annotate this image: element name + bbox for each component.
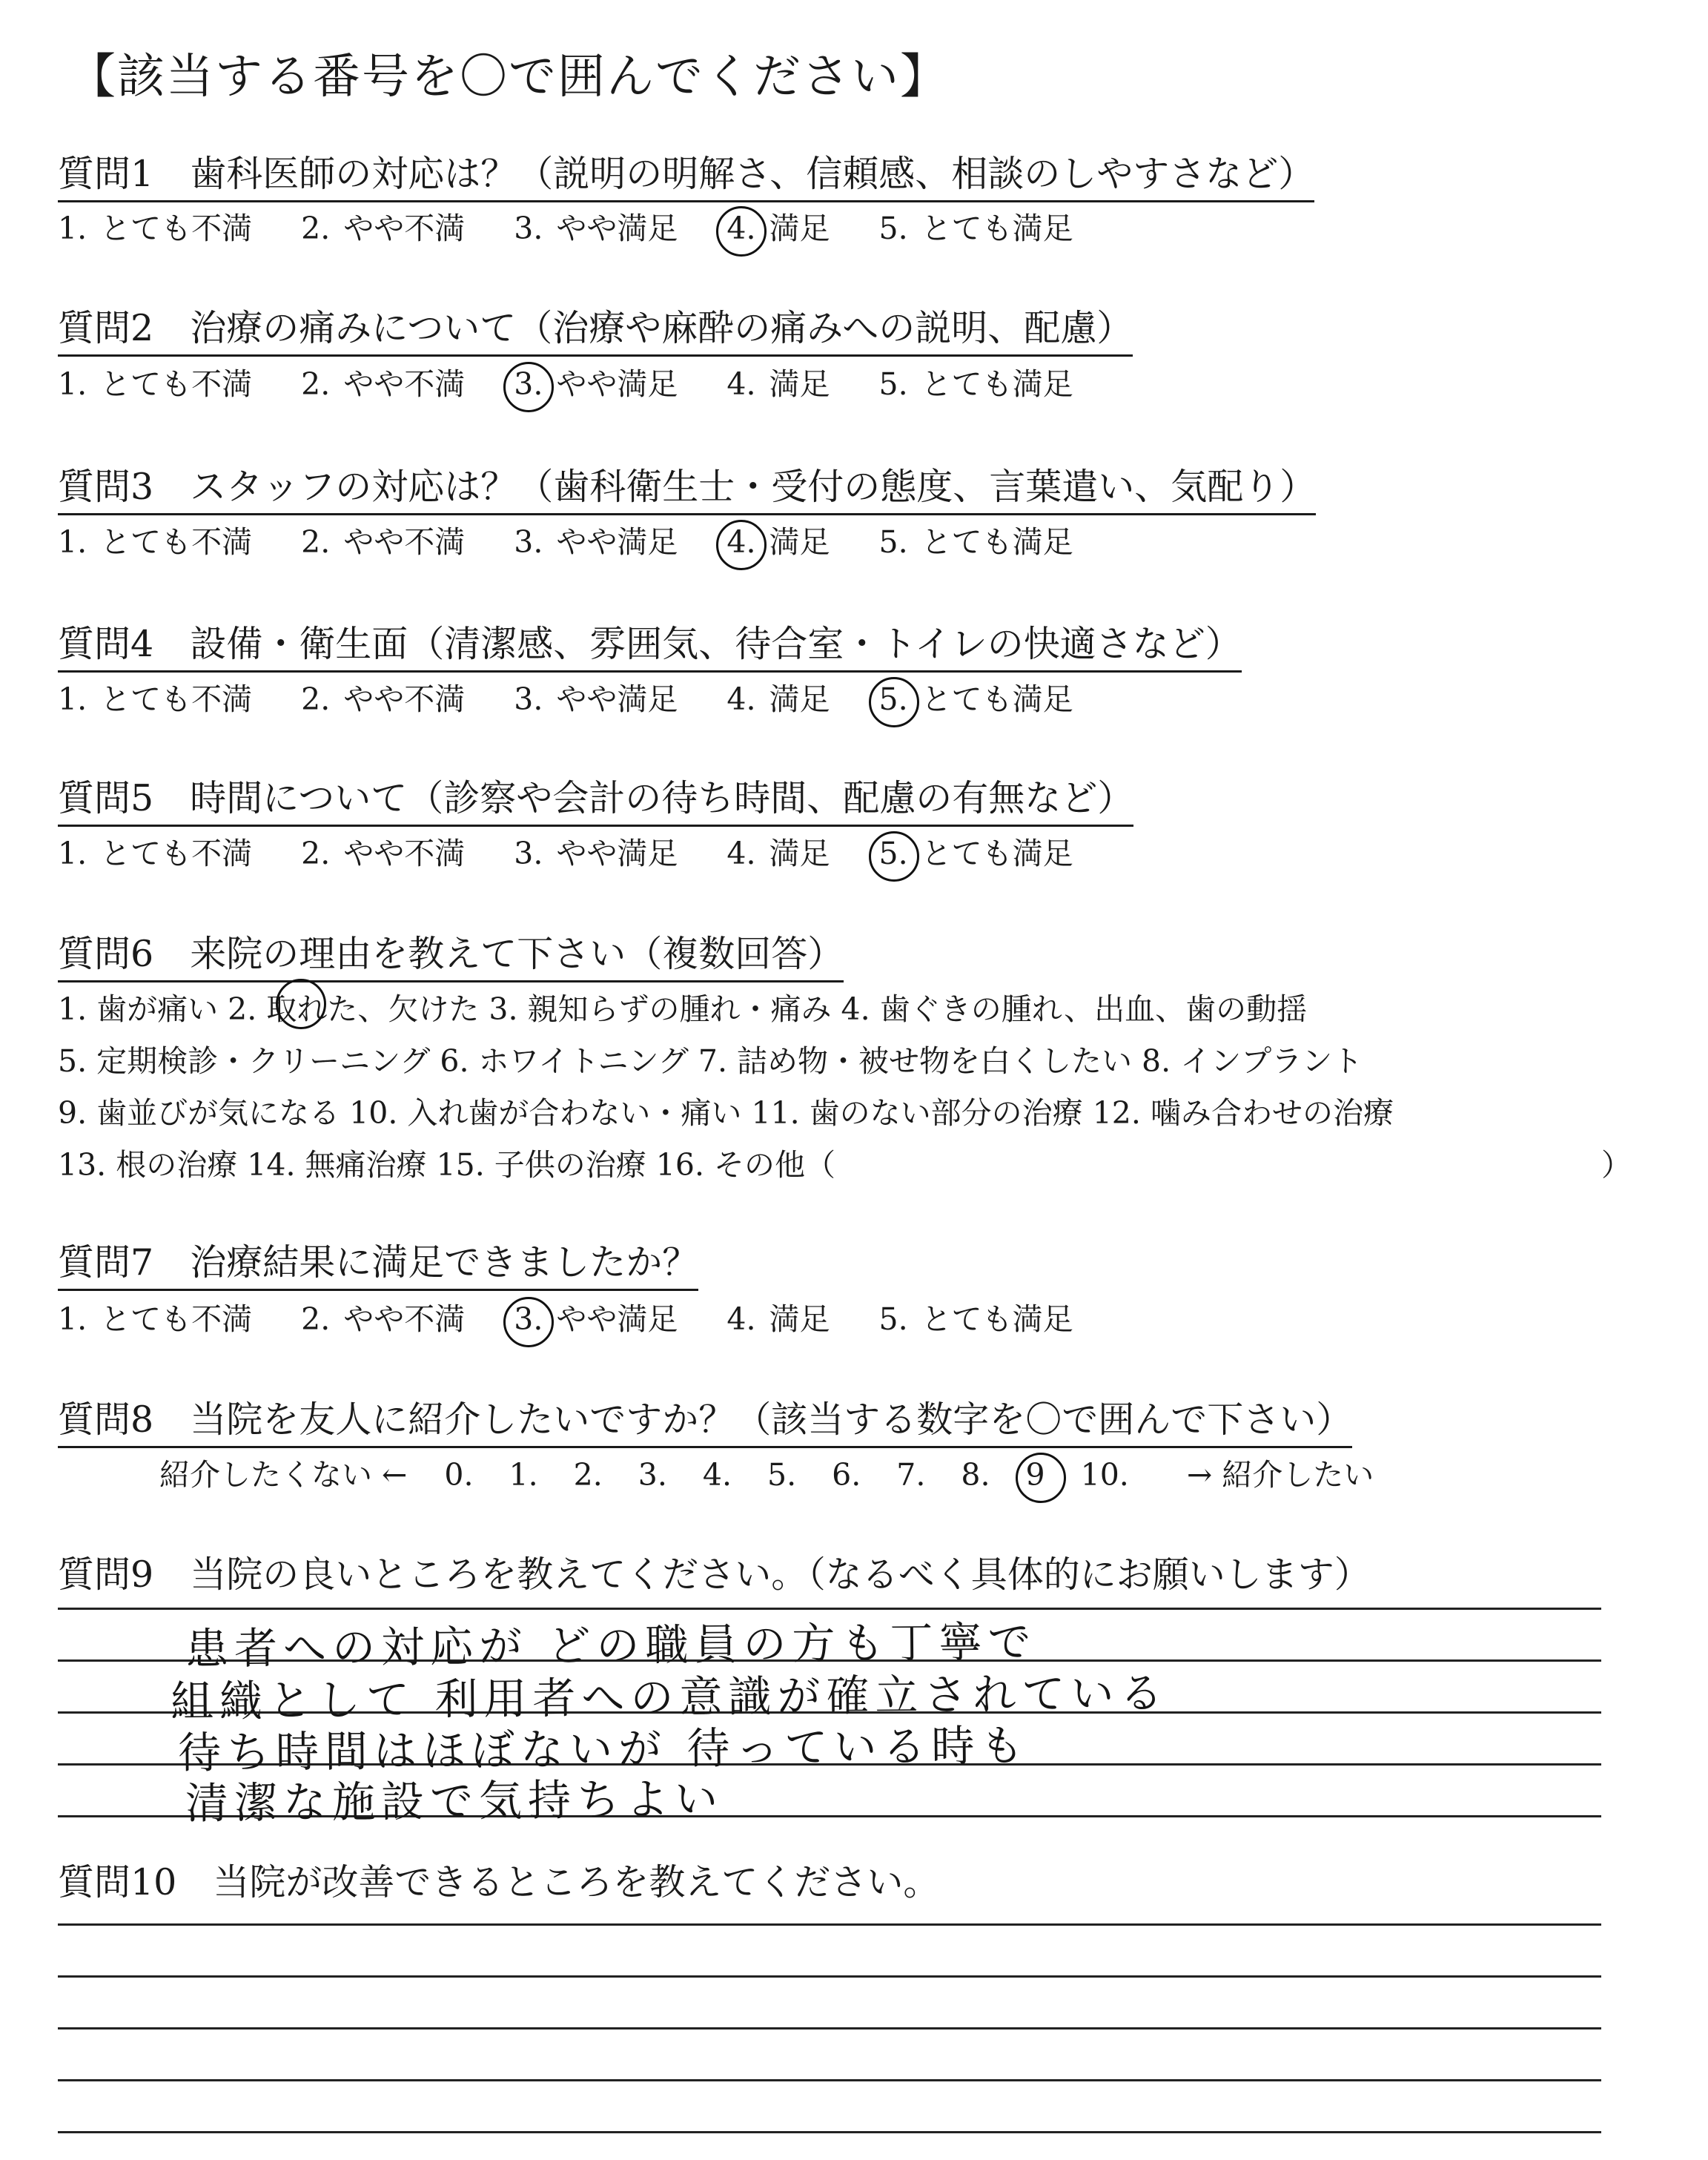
option-number: 3. <box>514 681 543 717</box>
option-1[interactable] <box>58 360 252 403</box>
option-label: やや満足 <box>556 1301 678 1337</box>
question-5-label: 質問5 <box>58 777 154 819</box>
scale-value[interactable]: 2. <box>573 1457 603 1493</box>
scale-value[interactable]: 6. <box>832 1457 861 1493</box>
option-label: とても満足 <box>921 836 1073 871</box>
question-6-text: 来院の理由を教えて下さい（複数回答） <box>190 933 844 975</box>
option-label: とても満足 <box>921 681 1073 717</box>
handwritten-answer-line-3: 待ち時間はほぼないが 待っている時も <box>177 1720 1030 1779</box>
question-6-reason-row-2: 5. 定期検診・クリーニング 6. ホワイトニング 7. 詰め物・被せ物を白くしたい 8. インプラント <box>58 1043 1363 1079</box>
option-1[interactable] <box>58 829 252 873</box>
option-1[interactable] <box>58 675 252 719</box>
question-6-heading <box>58 925 844 982</box>
question-10-label: 質問10 <box>58 1861 177 1903</box>
scale-value[interactable]: 3. <box>638 1457 667 1493</box>
option-number: 5. <box>878 1301 908 1337</box>
option-number: 3. <box>514 836 543 871</box>
option-label: やや不満 <box>343 524 466 560</box>
question-5-options <box>58 829 1122 873</box>
option-label: やや不満 <box>343 211 466 246</box>
option-number: 5. <box>878 524 908 560</box>
option-label: やや満足 <box>556 681 678 717</box>
option-number: 2. <box>301 524 331 560</box>
question-10-heading <box>58 1854 939 1906</box>
option-5[interactable] <box>879 360 1073 403</box>
option-label: 満足 <box>769 681 830 717</box>
option-3[interactable] <box>514 675 678 719</box>
option-2[interactable] <box>301 675 465 719</box>
answer-line <box>58 1923 1601 1926</box>
question-7-options <box>58 1295 1122 1338</box>
option-label: やや不満 <box>343 836 466 871</box>
question-4-options <box>58 675 1122 719</box>
handwritten-answer-line-1: 患者への対応が どの職員の方も丁寧で <box>185 1616 1037 1675</box>
option-label: やや不満 <box>343 366 466 402</box>
question-3-text: スタッフの対応は？（歯科衛生士・受付の態度、言葉遣い、気配り） <box>190 466 1317 508</box>
option-4[interactable] <box>726 518 830 561</box>
option-label: やや満足 <box>556 524 678 560</box>
option-number: 3. <box>514 211 543 246</box>
question-7-label: 質問7 <box>58 1241 154 1284</box>
option-number: 4. <box>726 211 756 246</box>
question-1-options <box>58 204 1122 248</box>
option-label: とても満足 <box>921 366 1073 402</box>
option-3[interactable] <box>514 1295 678 1338</box>
answer-line <box>58 2027 1601 2029</box>
question-6-label: 質問6 <box>58 933 154 975</box>
option-label: やや不満 <box>343 1301 466 1337</box>
question-9-heading <box>58 1546 1371 1598</box>
option-5[interactable] <box>879 829 1073 873</box>
option-number: 5. <box>878 836 908 871</box>
option-number: 1. <box>58 211 87 246</box>
selection-circle <box>276 979 326 1029</box>
scale-value[interactable]: 4. <box>702 1457 732 1493</box>
scale-value[interactable]: 9 <box>1025 1457 1045 1493</box>
option-label: とても不満 <box>100 211 253 246</box>
question-7-heading <box>58 1234 698 1291</box>
option-label: 満足 <box>769 524 830 560</box>
question-5-text: 時間について（診察や会計の待ち時間、配慮の有無など） <box>190 777 1134 819</box>
option-number: 1. <box>58 366 87 402</box>
scale-left-label: 紹介したくない ← <box>159 1457 408 1493</box>
option-4[interactable] <box>726 829 830 873</box>
question-6-reason-row-3: 9. 歯並びが気になる 10. 入れ歯が合わない・痛い 11. 歯のない部分の治療 12. 噛み合わせの治療 <box>58 1095 1394 1131</box>
option-4[interactable] <box>726 1295 830 1338</box>
option-label: 満足 <box>769 836 830 871</box>
option-2[interactable] <box>301 360 465 403</box>
handwritten-answer-line-4: 清潔な施設で気持ちよい <box>185 1773 724 1829</box>
option-number: 2. <box>301 366 331 402</box>
question-8-scale <box>159 1450 1374 1494</box>
option-label: とても不満 <box>100 836 253 871</box>
question-8-label: 質問8 <box>58 1398 154 1441</box>
option-number: 3. <box>514 524 543 560</box>
option-4[interactable] <box>726 360 830 403</box>
question-3-label: 質問3 <box>58 466 154 508</box>
scale-value[interactable]: 7. <box>896 1457 926 1493</box>
option-label: とても満足 <box>921 1301 1073 1337</box>
option-label: やや満足 <box>556 366 678 402</box>
question-3-heading <box>58 458 1316 515</box>
scale-value[interactable]: 0. <box>444 1457 474 1493</box>
option-1[interactable] <box>58 518 252 561</box>
question-1-label: 質問1 <box>58 153 154 195</box>
question-5-heading <box>58 770 1133 827</box>
scale-value[interactable]: 8. <box>961 1457 990 1493</box>
option-2[interactable] <box>301 204 465 248</box>
option-4[interactable] <box>726 204 830 248</box>
question-10-text: 当院が改善できるところを教えてください。 <box>213 1861 940 1903</box>
option-number: 2. <box>301 211 331 246</box>
option-number: 4. <box>726 524 756 560</box>
question-6-close-paren: ） <box>1601 1147 1632 1183</box>
question-3-options <box>58 518 1122 561</box>
option-label: やや満足 <box>556 836 678 871</box>
option-3[interactable] <box>514 360 678 403</box>
question-4-label: 質問4 <box>58 623 154 665</box>
option-label: 満足 <box>769 211 830 246</box>
option-label: とても不満 <box>100 524 253 560</box>
scale-value[interactable]: 5. <box>767 1457 797 1493</box>
question-4-text: 設備・衛生面（清潔感、雰囲気、待合室・トイレの快適さなど） <box>190 623 1242 665</box>
question-4-heading <box>58 615 1242 673</box>
option-label: とても満足 <box>921 524 1073 560</box>
option-5[interactable] <box>879 1295 1073 1338</box>
option-number: 1. <box>58 836 87 871</box>
option-number: 3. <box>514 1301 543 1337</box>
option-number: 1. <box>58 681 87 717</box>
option-4[interactable] <box>726 675 830 719</box>
question-2-text: 治療の痛みについて（治療や麻酔の痛みへの説明、配慮） <box>190 307 1133 349</box>
option-number: 4. <box>726 681 756 717</box>
answer-line <box>58 2079 1601 2081</box>
option-5[interactable] <box>879 518 1073 561</box>
answer-line <box>58 1975 1601 1978</box>
question-2-label: 質問2 <box>58 307 154 349</box>
option-number: 5. <box>878 366 908 402</box>
answer-line <box>58 2131 1601 2133</box>
option-label: 満足 <box>769 366 830 402</box>
question-8-heading <box>58 1391 1352 1448</box>
option-number: 4. <box>726 836 756 871</box>
option-number: 2. <box>301 836 331 871</box>
question-9-label: 質問9 <box>58 1553 154 1596</box>
option-3[interactable] <box>514 518 678 561</box>
question-2-heading <box>58 300 1133 357</box>
page-title: 【該当する番号を〇で囲んでください】 <box>68 50 949 105</box>
option-label: 満足 <box>769 1301 830 1337</box>
handwritten-answer-line-2: 組織として 利用者への意識が確立されている <box>170 1668 1169 1727</box>
option-number: 1. <box>58 1301 87 1337</box>
scale-value[interactable]: 10. <box>1080 1457 1129 1493</box>
question-1-text: 歯科医師の対応は？（説明の明解さ、信頼感、相談のしやすさなど） <box>190 153 1315 195</box>
option-number: 1. <box>58 524 87 560</box>
scale-values <box>444 1457 1164 1493</box>
option-number: 5. <box>878 681 908 717</box>
option-label: とても満足 <box>921 211 1073 246</box>
option-label: とても不満 <box>100 1301 253 1337</box>
option-3[interactable] <box>514 204 678 248</box>
option-3[interactable] <box>514 829 678 873</box>
option-number: 4. <box>726 1301 756 1337</box>
option-number: 5. <box>878 211 908 246</box>
option-number: 2. <box>301 681 331 717</box>
question-7-text: 治療結果に満足できましたか？ <box>190 1241 699 1284</box>
option-1[interactable] <box>58 204 252 248</box>
option-label: やや不満 <box>343 681 466 717</box>
option-5[interactable] <box>879 675 1073 719</box>
scale-right-label: → 紹介したい <box>1186 1457 1374 1493</box>
option-label: とても不満 <box>100 681 253 717</box>
question-6-reason-row-4: 13. 根の治療 14. 無痛治療 15. 子供の治療 16. その他（ <box>58 1147 836 1183</box>
option-number: 2. <box>301 1301 331 1337</box>
option-number: 3. <box>514 366 543 402</box>
option-label: やや満足 <box>556 211 678 246</box>
question-1-heading <box>58 145 1314 202</box>
option-number: 4. <box>726 366 756 402</box>
option-label: とても不満 <box>100 366 253 402</box>
question-8-text: 当院を友人に紹介したいですか？（該当する数字を〇で囲んで下さい） <box>190 1398 1353 1441</box>
option-2[interactable] <box>301 518 465 561</box>
question-6-reason-row-1: 1. 歯が痛い 2. 取れた、欠けた 3. 親知らずの腫れ・痛み 4. 歯ぐきの腫れ、出血、歯の動揺 <box>58 991 1308 1027</box>
option-2[interactable] <box>301 829 465 873</box>
option-5[interactable] <box>879 204 1073 248</box>
scale-value[interactable]: 1. <box>509 1457 538 1493</box>
question-2-options <box>58 360 1122 403</box>
option-1[interactable] <box>58 1295 252 1338</box>
question-9-text: 当院の良いところを教えてください。（なるべく具体的にお願いします） <box>190 1553 1371 1596</box>
option-2[interactable] <box>301 1295 465 1338</box>
